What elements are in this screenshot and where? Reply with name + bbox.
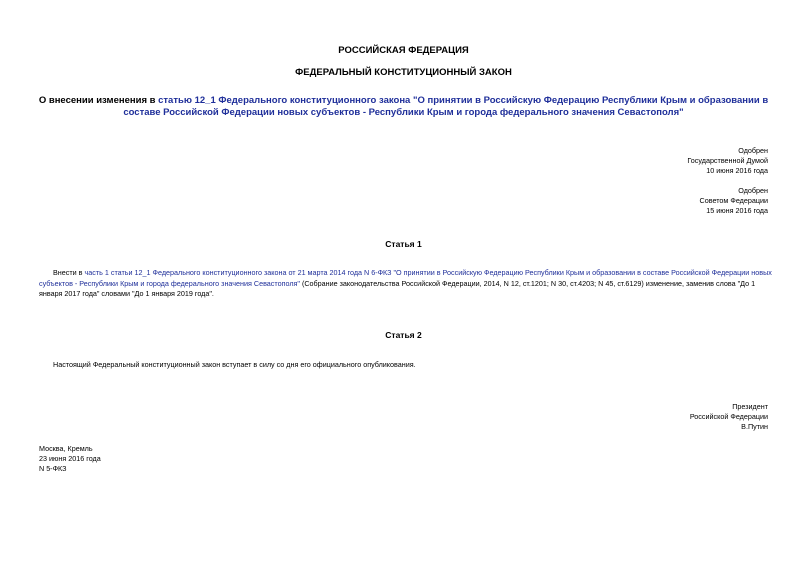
approval-council-line1: Одобрен [738, 186, 768, 195]
approval-duma-line2: Государственной Думой [687, 156, 768, 165]
signer-name: В.Путин [741, 422, 768, 431]
signature-block [690, 402, 768, 432]
place-location: Москва, Кремль [39, 444, 93, 453]
article-1-text-after: (Собрание законодательства Российской Федерации, 2014, N 12, ст.1201; N 30, ст.4203; N 45, ст.6129) изменение, заменив слова "До 1 января 2017 года" словами "До 1 января 2019 года". [39, 278, 756, 298]
article-1-text [39, 268, 775, 300]
document-title [30, 95, 777, 119]
approval-council-date: 15 июня 2016 года [706, 206, 768, 215]
place-date-number [39, 444, 101, 474]
approval-federation-council [700, 186, 768, 216]
article-1-law-link[interactable]: часть 1 статьи 12_1 Федерального конституционного закона от 21 марта 2014 года N 6-ФКЗ "О принятии в Российскую Федерацию Республики Крым и образовании в составе Российской Федерации новых субъектов - Республики Крым и города федерального значения Севастополя" [39, 268, 772, 288]
signer-title: Президент [732, 402, 768, 411]
article-2-heading: Статья 2 [385, 330, 422, 340]
place-date: 23 июня 2016 года [39, 454, 101, 463]
approval-duma [687, 146, 768, 176]
approval-duma-date: 10 июня 2016 года [706, 166, 768, 175]
law-type-heading: ФЕДЕРАЛЬНЫЙ КОНСТИТУЦИОННЫЙ ЗАКОН [295, 67, 512, 78]
article-2-text: Настоящий Федеральный конституционный закон вступает в силу со дня его официального опубликования. [53, 360, 416, 369]
approval-council-line2: Советом Федерации [699, 196, 768, 205]
article-1-heading: Статья 1 [385, 239, 422, 249]
title-prefix: О внесении изменения в [38, 95, 159, 106]
country-heading: РОССИЙСКАЯ ФЕДЕРАЦИЯ [338, 45, 469, 56]
approval-duma-line1: Одобрен [738, 146, 768, 155]
title-law-link[interactable]: статью 12_1 Федерального конституционного закона "О принятии в Российскую Федерацию Республики Крым и образовании в составе Российской Федерации новых субъектов - Республики Крым и города федерального значения Севастополя" [123, 95, 769, 118]
signer-country: Российской Федерации [689, 412, 768, 421]
law-number: N 5-ФКЗ [39, 464, 67, 473]
article-1-text-before: Внести в [53, 268, 85, 277]
